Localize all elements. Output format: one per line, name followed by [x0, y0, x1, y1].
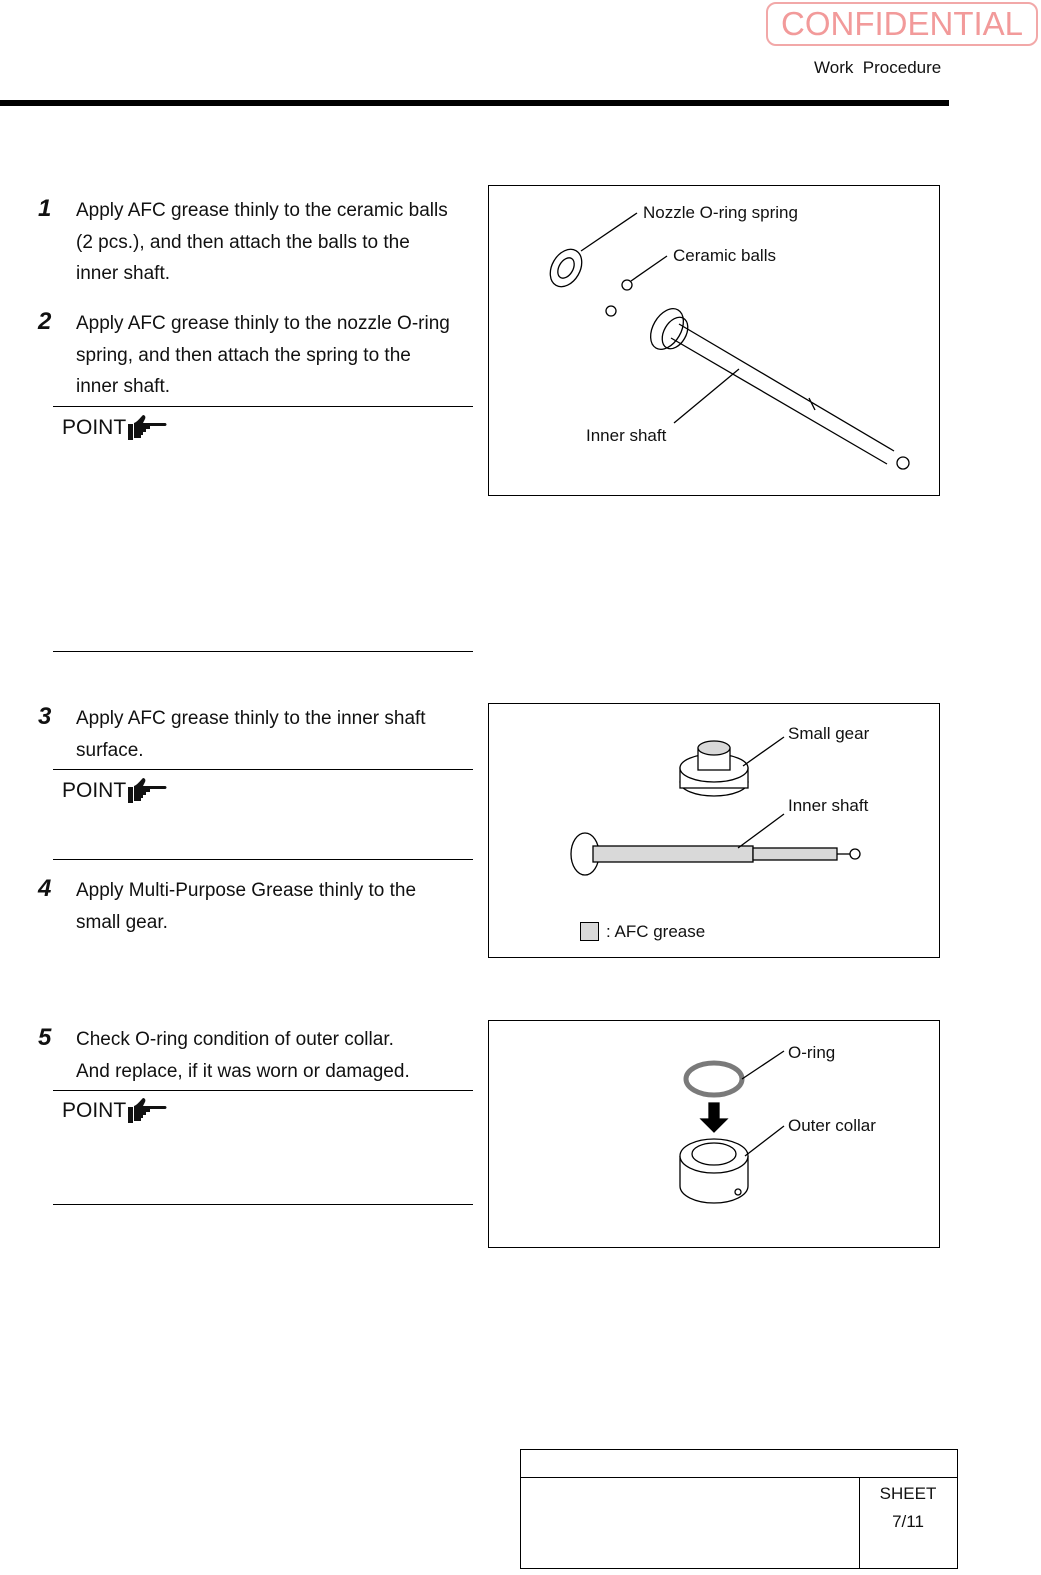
document-title: Work Procedure [814, 58, 942, 77]
point-note [62, 777, 168, 805]
step-4-text [76, 875, 476, 938]
text-line: inner shaft. [76, 263, 170, 284]
label-inner-shaft: Inner shaft [586, 426, 667, 445]
pointing-hand-icon [126, 1097, 168, 1125]
point-label: POINT [62, 1099, 127, 1122]
label-small-gear: Small gear [788, 724, 870, 743]
text-line: Apply Multi-Purpose Grease thinly to the [76, 880, 417, 901]
divider [53, 1090, 473, 1091]
text-line: surface. [76, 739, 144, 761]
step-number: 2 [38, 308, 52, 335]
pointing-hand-icon [126, 777, 168, 805]
label-outer-collar: Outer collar [788, 1116, 876, 1135]
divider [53, 651, 473, 652]
footer-title-block [520, 1449, 958, 1569]
text-line: small gear. [76, 911, 168, 933]
step-3-text [76, 703, 476, 766]
step-number: 4 [38, 875, 52, 902]
point-label: POINT [62, 416, 127, 439]
illustration [489, 186, 939, 495]
step-number: 1 [38, 195, 52, 222]
text-line: (2 pcs.), and then attach the balls to the [76, 231, 410, 253]
step-2-text [76, 308, 476, 403]
text-line: And replace, if it was worn or damaged. [76, 1060, 410, 1082]
pointing-hand-icon [126, 414, 168, 442]
figure-grease-application [488, 703, 940, 958]
divider [53, 406, 473, 407]
divider [53, 1204, 473, 1205]
legend-swatch [580, 922, 599, 941]
legend-label: : AFC grease [606, 922, 706, 941]
label-ceramic-balls: Ceramic balls [673, 246, 776, 265]
step-number: 3 [38, 703, 52, 730]
text-line: Apply AFC grease thinly to the inner shaft [76, 708, 426, 729]
text-line: inner shaft. [76, 376, 170, 397]
step-1-text [76, 195, 476, 290]
label-inner-shaft: Inner shaft [788, 796, 869, 815]
point-note [62, 414, 168, 442]
confidential-stamp: CONFIDENTIAL [766, 2, 1038, 46]
divider [521, 1477, 957, 1478]
step-5-text [76, 1024, 476, 1087]
label-o-ring: O-ring [788, 1043, 836, 1062]
step-number: 5 [38, 1024, 52, 1051]
text-line: Apply AFC grease thinly to the ceramic balls [76, 200, 448, 221]
illustration [489, 704, 939, 957]
sheet-label: SHEET [879, 1484, 937, 1503]
divider [53, 769, 473, 770]
sheet-number: 7/11 [892, 1512, 924, 1531]
point-label: POINT [62, 779, 127, 802]
text-line: Apply AFC grease thinly to the nozzle O-ring [76, 313, 450, 334]
header-rule [0, 100, 949, 106]
label-nozzle-oring-spring: Nozzle O-ring spring [643, 203, 798, 222]
point-note [62, 1097, 168, 1125]
text-line: Check O-ring condition of outer collar. [76, 1029, 394, 1050]
figure-outer-collar [488, 1020, 940, 1248]
text-line: spring, and then attach the spring to the [76, 344, 411, 366]
divider [53, 859, 473, 860]
figure-inner-shaft-assembly [488, 185, 940, 496]
